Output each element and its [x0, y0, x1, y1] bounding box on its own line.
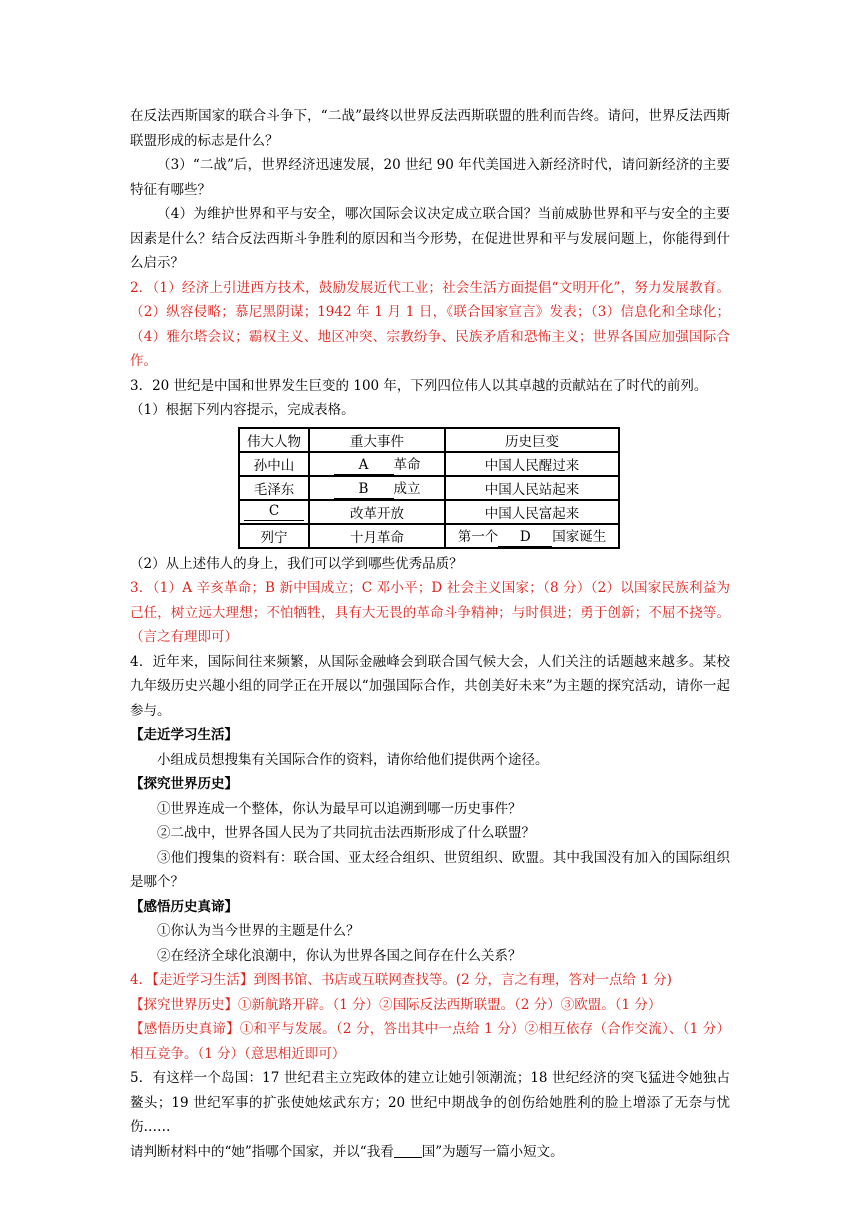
- question-3: （3）“二战”后，世界经济迅速发展，20 世纪 90 年代美国进入新经济时代，请问新经济的主要特征有哪些？: [130, 157, 730, 198]
- section-heading: 【感悟历史真谛】: [130, 898, 238, 915]
- answer-blank: [394, 1141, 422, 1158]
- table-cell: [309, 452, 445, 476]
- question-title-3: 3．20 世纪是中国和世界发生巨变的 100 年，下列四位伟人以其卓越的贡献站在了时代的前列。: [130, 377, 708, 394]
- answer-2: 2．（1）经济上引进西方技术，鼓励发展近代工业；社会生活方面提倡“文明开化”，努力发展教育。（2）纵容侵略；慕尼黑阴谋；1942 年 1 月 1 日，《联合国家宣言》发表；（3）信息化和全球化；（4）雅尔塔会议；霸权主义、地区冲突、宗教纷争、民族矛盾和恐怖主义；世界各国应加强国际合作。: [130, 279, 730, 369]
- table-cell: 中国人民站起来: [445, 476, 619, 500]
- table-cell: 毛泽东: [239, 476, 309, 500]
- sub-question: ②二战中，世界各国人民为了共同抗击法西斯形成了什么联盟？: [157, 825, 535, 841]
- question-5-ask: [130, 1140, 730, 1165]
- table-row: [239, 524, 619, 548]
- document-page: [130, 104, 730, 1164]
- text: 请判断材料中的“她”指哪个国家，并以“我看: [130, 1143, 394, 1160]
- text-line: 在反法西斯国家的联合斗争下，“二战”最终以世界反法西斯联盟的胜利而告终。请问，世界反法西斯联盟形成的标志是什么？: [130, 108, 730, 149]
- answer-blank: A: [334, 457, 394, 475]
- section-text: 小组成员想搜集有关国际合作的资料，请你给他们提供两个途径。: [157, 751, 549, 768]
- answer-4-1: 4．【走近学习生活】到图书馆、书店或互联网查找等。(2 分，言之有理，答对一点给 1 分): [130, 972, 672, 988]
- cell-text: 国家诞生: [552, 528, 607, 545]
- table-cell: 中国人民富起来: [445, 500, 619, 524]
- text: 国”为题写一篇小短文。: [421, 1143, 564, 1160]
- sub-question: ①你认为当今世界的主题是什么？: [157, 923, 360, 939]
- question-4: （4）为维护世界和平与安全，哪次国际会议决定成立联合国？当前威胁世界和平与安全的主要因素是什么？结合反法西斯斗争胜利的原因和当今形势，在促进世界和平与发展问题上，你能得到什么启示？: [130, 206, 730, 271]
- table-cell: 列宁: [239, 524, 309, 548]
- table-header: 伟大人物: [239, 428, 309, 452]
- sub-question: ②在经济全球化浪潮中，你认为世界各国之间存在什么关系？: [157, 947, 522, 964]
- question-3-2: （2）从上述伟人的身上，我们可以学到哪些优秀品质？: [130, 555, 463, 572]
- table-cell: 孙中山: [239, 452, 309, 476]
- table-cell: [239, 500, 309, 524]
- table-cell: [445, 524, 619, 548]
- table-header: 重大事件: [309, 428, 445, 452]
- answer-4-3: 【感悟历史真谛】①和平与发展。（2 分，答出其中一点给 1 分）②相互依存（合作交流）、（1 分）相互竞争。（1 分）（意思相近即可）: [130, 1021, 730, 1062]
- answer-blank: D: [498, 529, 552, 547]
- table-cell: [309, 476, 445, 500]
- sub-question: ③他们搜集的资料有：联合国、亚太经合组织、世贸组织、欧盟。其中我国没有加入的国际组织是哪个？: [130, 849, 730, 890]
- table-row: [239, 452, 619, 476]
- question-3-1: （1）根据下列内容提示，完成表格。: [130, 402, 355, 418]
- section-heading: 【探究世界历史】: [130, 776, 238, 792]
- cell-text: 革命: [393, 456, 421, 473]
- answer-3: 3．（1）A 辛亥革命；B 新中国成立；C 邓小平；D 社会主义国家；（8 分）（2）以国家民族利益为己任，树立远大理想；不怕牺牲，具有大无畏的革命斗争精神；与时俱进；勇于创新；不屈不挠等。（言之有理即可）: [130, 580, 730, 645]
- sub-question: ①世界连成一个整体，你认为最早可以追溯到哪一历史事件？: [157, 800, 522, 817]
- section-heading: 【走近学习生活】: [130, 727, 238, 743]
- question-5: 5．有这样一个岛国：17 世纪君主立宪政体的建立让她引领潮流；18 世纪经济的突飞猛进令她独占鳌头；19 世纪军事的扩张使她炫武东方；20 世纪中期战争的创伤给她胜利的脸上增添了无奈与忧伤……: [130, 1070, 730, 1135]
- table-row: [239, 500, 619, 524]
- answer-blank: B: [334, 481, 394, 499]
- question-4-intro: 4．近年来，国际间往来频繁，从国际金融峰会到联合国气候大会，人们关注的话题越来越多。某校九年级历史兴趣小组的同学正在开展以“加强国际合作，共创美好未来”为主题的探究活动，请你一起参与。: [130, 653, 730, 719]
- answer-blank: C: [244, 503, 304, 521]
- answer-4-2: 【探究世界历史】①新航路开辟。（1 分）②国际反法西斯联盟。（2 分）③欧盟。（1 分）: [130, 996, 662, 1013]
- table-cell: 改革开放: [309, 500, 445, 524]
- table-header-row: [239, 428, 619, 452]
- table-cell: 十月革命: [309, 524, 445, 548]
- cell-text: 第一个: [457, 528, 499, 545]
- table-cell: 中国人民醒过来: [445, 452, 619, 476]
- cell-text: 成立: [393, 480, 421, 497]
- table-row: [239, 476, 619, 500]
- table-header: 历史巨变: [445, 428, 619, 452]
- leaders-table: [238, 427, 620, 549]
